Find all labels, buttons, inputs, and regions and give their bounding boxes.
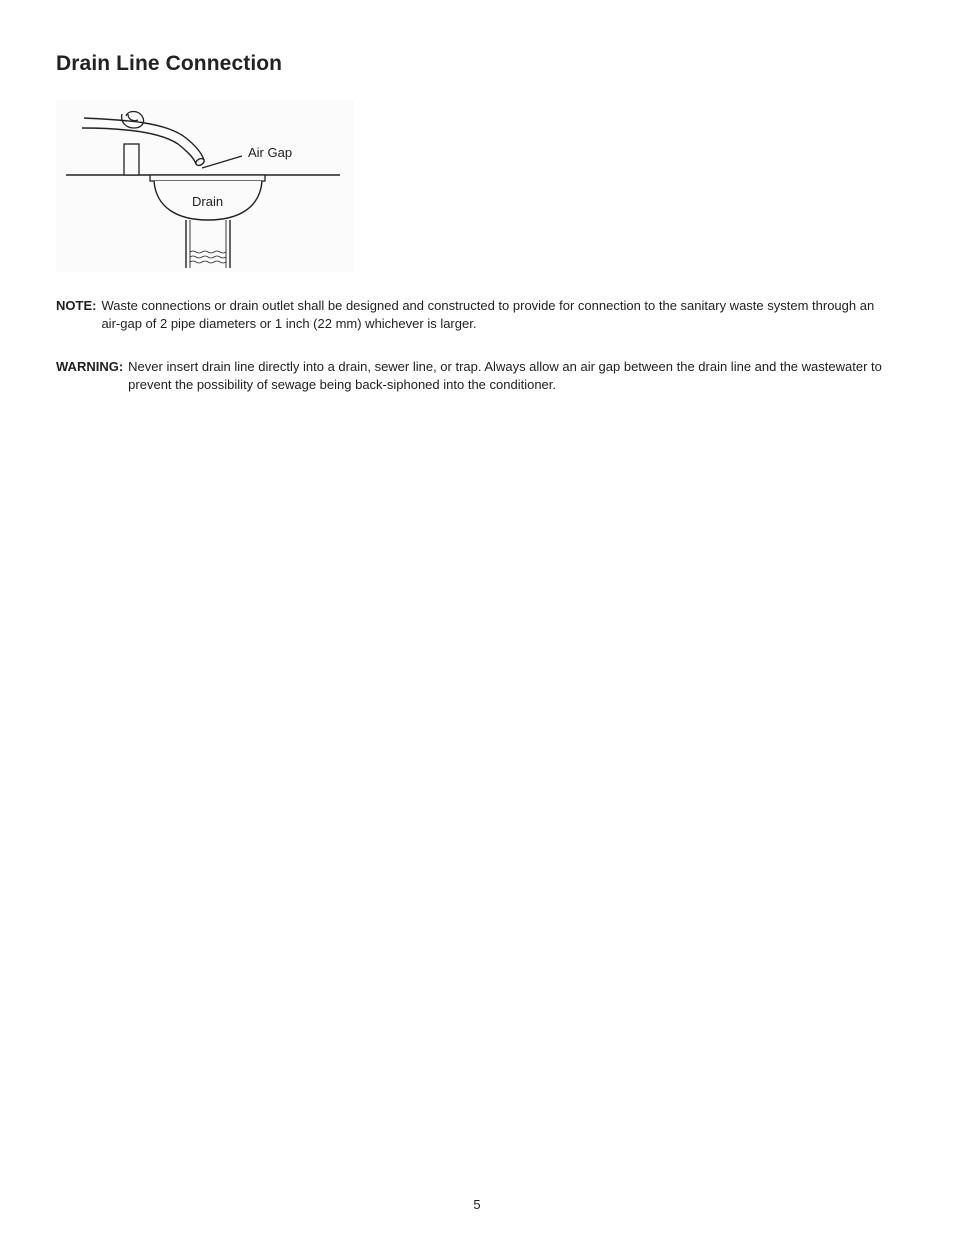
page-number: 5 [473,1197,481,1212]
warning-text: Never insert drain line directly into a drain, sewer line, or trap. Always allow an air gap between the drain line and the wastewater to prevent the possibility of sewage being back-siphoned into the conditioner. [128,359,882,392]
note-label: NOTE: [56,298,97,313]
warning-paragraph [56,358,886,393]
drain-label: Drain [192,194,224,209]
note-text: Waste connections or drain outlet shall be designed and constructed to provide for connection to the sanitary waste system through an air-gap of 2 pipe diameters or 1 inch (22 mm) whichever is larger. [101,298,875,331]
note-paragraph [56,297,886,332]
air-gap-label: Air Gap [248,145,293,160]
drain-rim [150,175,265,181]
support-post [124,144,139,175]
drain-air-gap-diagram [56,100,354,272]
page-title: Drain Line Connection [56,52,283,75]
warning-label: WARNING: [56,359,124,374]
